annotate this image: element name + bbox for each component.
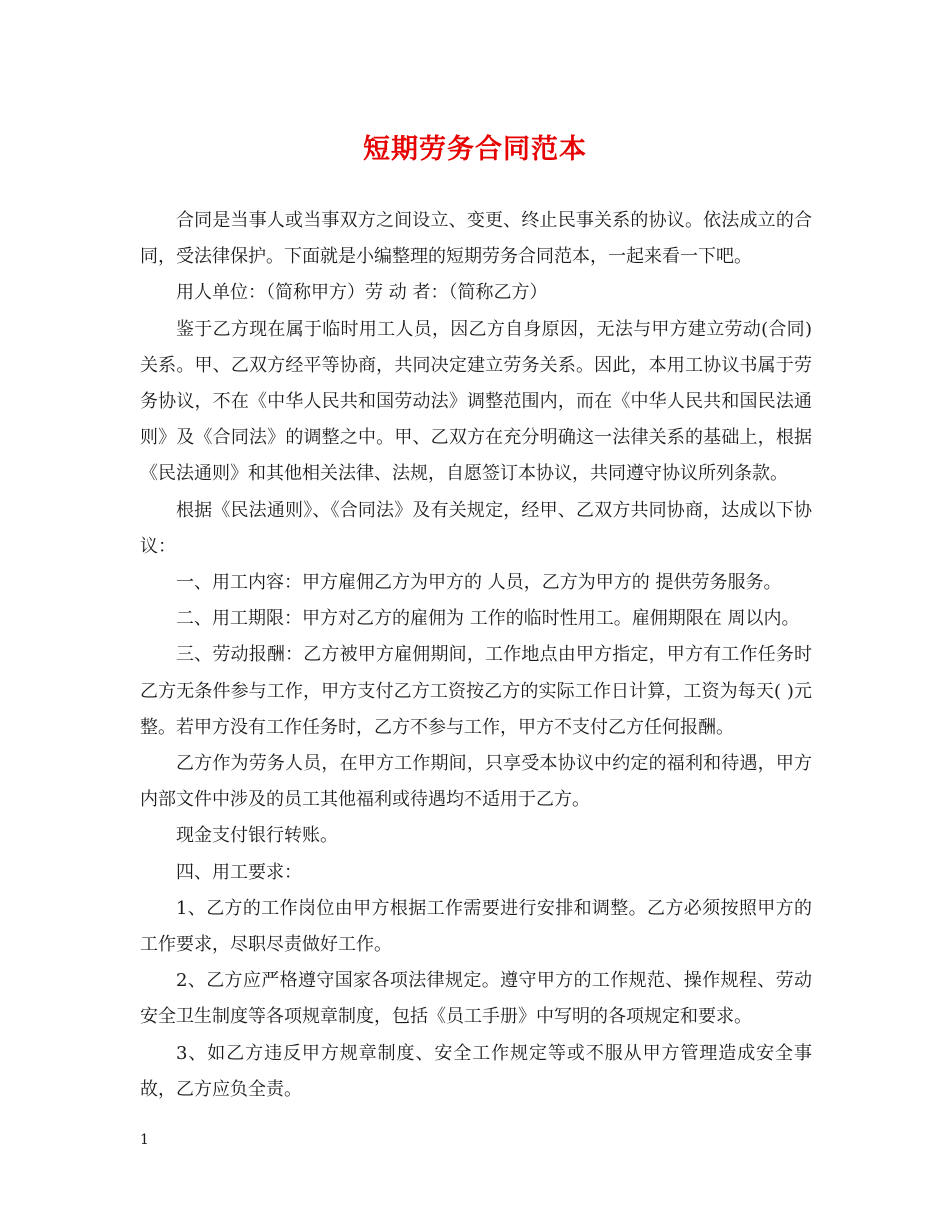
paragraph-intro: 合同是当事人或当事双方之间设立、变更、终止民事关系的协议。依法成立的合同，受法律保护。下面就是小编整理的短期劳务合同范本，一起来看一下吧。 [140, 210, 812, 268]
paragraph-parties: 用人单位：（简称甲方）劳 动 者：（简称乙方） [176, 282, 548, 304]
paragraph-benefits: 乙方作为劳务人员，在甲方工作期间，只享受本协议中约定的福利和待遇，甲方内部文件中涉及的员工其他福利或待遇均不适用于乙方。 [140, 753, 812, 811]
paragraph-requirement-1: 1、乙方的工作岗位由甲方根据工作需要进行安排和调整。乙方必须按照甲方的工作要求，尽职尽责做好工作。 [140, 897, 812, 956]
paragraph-clause-3: 三、劳动报酬：乙方被甲方雇佣期间，工作地点由甲方指定，甲方有工作任务时乙方无条件参与工作，甲方支付乙方工资按乙方的实际工作日计算，工资为每天( )元整。若甲方没有工作任务时，乙方不参与工作，甲方不支付乙方任何报酬。 [140, 644, 812, 738]
paragraph-clause-4-heading: 四、用工要求： [176, 861, 302, 883]
page-number: 1 [140, 1132, 149, 1148]
paragraph-payment-method: 现金支付银行转账。 [176, 825, 338, 847]
document-body [140, 203, 812, 1108]
paragraph-requirement-2: 2、乙方应严格遵守国家各项法律规定。遵守甲方的工作规范、操作规程、劳动安全卫生制度等各项规章制度，包括《员工手册》中写明的各项规定和要求。 [140, 970, 812, 1028]
document-title: 短期劳务合同范本 [363, 134, 587, 165]
paragraph-whereas: 鉴于乙方现在属于临时用工人员，因乙方自身原因，无法与甲方建立劳动(合同)关系。甲、乙双方经平等协商，共同决定建立劳务关系。因此，本用工协议书属于劳务协议，不在《中华人民共和国劳动法》调整范围内，而在《中华人民共和国民法通则》及《合同法》的调整之中。甲、乙双方在充分明确这一法律关系的基础上，根据《民法通则》和其他相关法律、法规，自愿签订本协议，共同遵守协议所列条款。 [140, 318, 812, 485]
paragraph-basis: 根据《民法通则》、《合同法》及有关规定，经甲、乙双方共同协商，达成以下协议： [140, 499, 812, 557]
paragraph-clause-2: 二、用工期限：甲方对乙方的雇佣为 工作的临时性用工。雇佣期限在 周以内。 [176, 608, 800, 630]
paragraph-clause-1: 一、用工内容：甲方雇佣乙方为甲方的 人员，乙方为甲方的 提供劳务服务。 [176, 572, 782, 594]
paragraph-requirement-3: 3、如乙方违反甲方规章制度、安全工作规定等或不服从甲方管理造成安全事故，乙方应负全责。 [140, 1042, 812, 1100]
